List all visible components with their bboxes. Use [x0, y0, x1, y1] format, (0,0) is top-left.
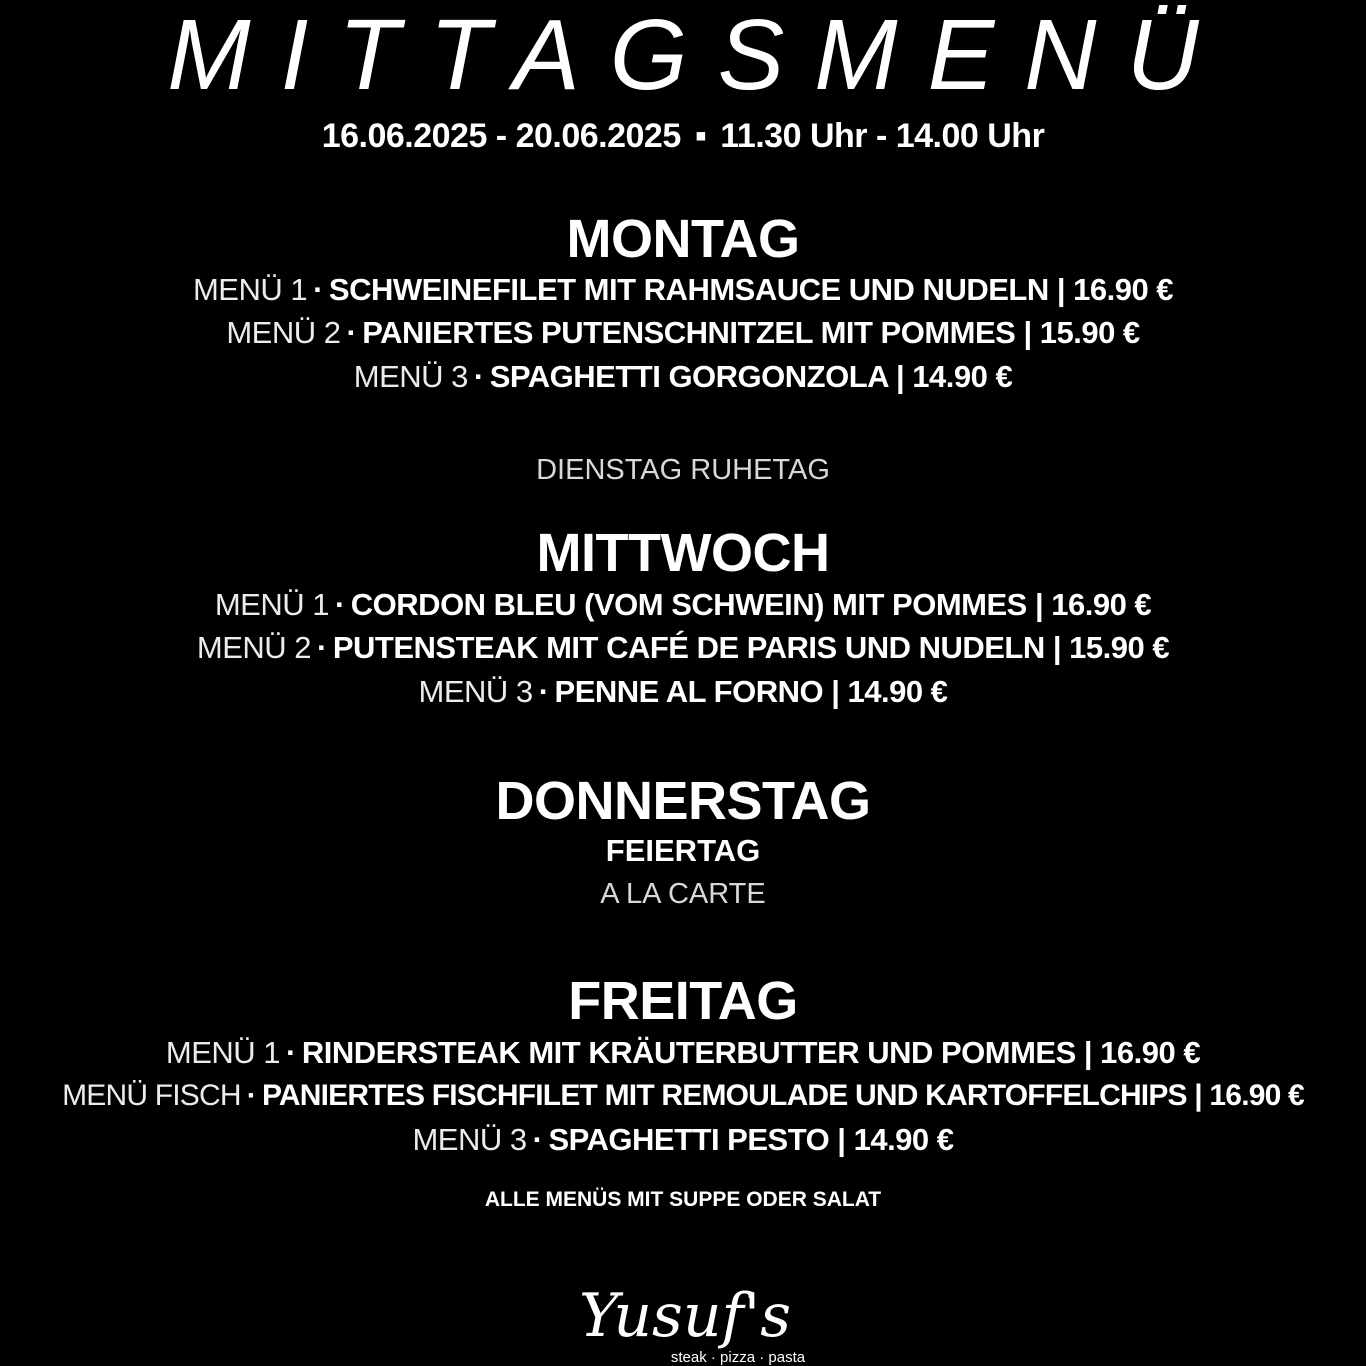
- logo-tagline: steak · pizza · pasta: [670, 1349, 806, 1366]
- menu-dish: PENNE AL FORNO | 14.90 €: [554, 674, 948, 709]
- bullet: ·: [313, 272, 323, 307]
- menu-label: MENÜ 1: [192, 272, 308, 307]
- menu-item: [0, 270, 1366, 310]
- bullet: ·: [538, 674, 549, 709]
- page-title: MITTAGSMENÜ: [167, 0, 1229, 111]
- menu-item: [0, 1076, 1366, 1116]
- menu-label: MENÜ 3: [353, 359, 468, 394]
- holiday-label: FEIERTAG: [605, 833, 761, 868]
- menu-label: MENÜ FISCH: [62, 1079, 241, 1112]
- menu-item: [0, 1120, 1366, 1160]
- menu-dish: RINDERSTEAK MIT KRÄUTERBUTTER UND POMMES | 16.90 €: [301, 1035, 1201, 1070]
- a-la-carte-note: A LA CARTE: [600, 878, 766, 910]
- menu-dish: PANIERTES PUTENSCHNITZEL MIT POMMES | 15.90 €: [362, 315, 1140, 350]
- date-hours-line: [0, 114, 1366, 158]
- day-heading-thursday: DONNERSTAG: [495, 771, 871, 831]
- header-separator: ▪: [694, 117, 707, 155]
- menu-label: MENÜ 1: [165, 1035, 281, 1070]
- menu-dish: PUTENSTEAK MIT CAFÉ DE PARIS UND NUDELN | 15.90 €: [332, 630, 1170, 665]
- bullet: ·: [473, 359, 484, 394]
- menu-label: MENÜ 3: [412, 1122, 527, 1157]
- menu-label: MENÜ 3: [418, 674, 533, 709]
- menu-dish: PANIERTES FISCHFILET MIT REMOULADE UND KARTOFFELCHIPS | 16.90 €: [261, 1079, 1304, 1112]
- menu-item: [0, 313, 1366, 353]
- menu-label: MENÜ 2: [196, 630, 312, 665]
- bullet: ·: [346, 315, 357, 350]
- menu-label: MENÜ 2: [226, 315, 341, 350]
- bullet: ·: [532, 1122, 543, 1157]
- menu-item: [0, 357, 1366, 397]
- opening-hours: 11.30 Uhr - 14.00 Uhr: [720, 117, 1045, 155]
- menu-item: [0, 1033, 1366, 1073]
- menu-item: [0, 585, 1366, 625]
- menu-label: MENÜ 1: [214, 587, 329, 622]
- day-heading-monday: MONTAG: [566, 209, 800, 269]
- logo-wordmark: Yusuf's: [579, 1281, 791, 1351]
- restaurant-logo: [560, 1280, 810, 1366]
- menu-dish: SPAGHETTI PESTO | 14.90 €: [548, 1122, 954, 1157]
- menu-dish: CORDON BLEU (VOM SCHWEIN) MIT POMMES | 16.90 €: [350, 587, 1152, 622]
- date-range: 16.06.2025 - 20.06.2025: [321, 117, 681, 155]
- menu-item: [0, 672, 1366, 712]
- day-heading-friday: FREITAG: [568, 971, 798, 1031]
- bullet: ·: [286, 1035, 296, 1070]
- menu-dish: SCHWEINEFILET MIT RAHMSAUCE UND NUDELN | 16.90 €: [328, 272, 1174, 307]
- menu-dish: SPAGHETTI GORGONZOLA | 14.90 €: [489, 359, 1013, 394]
- menu-item: [0, 628, 1366, 668]
- bullet: ·: [317, 630, 327, 665]
- bullet: ·: [246, 1079, 256, 1112]
- bullet: ·: [334, 587, 345, 622]
- tuesday-closed-note: DIENSTAG RUHETAG: [536, 454, 830, 486]
- soup-salad-note: ALLE MENÜS MIT SUPPE ODER SALAT: [484, 1188, 882, 1211]
- day-heading-wednesday: MITTWOCH: [536, 523, 830, 583]
